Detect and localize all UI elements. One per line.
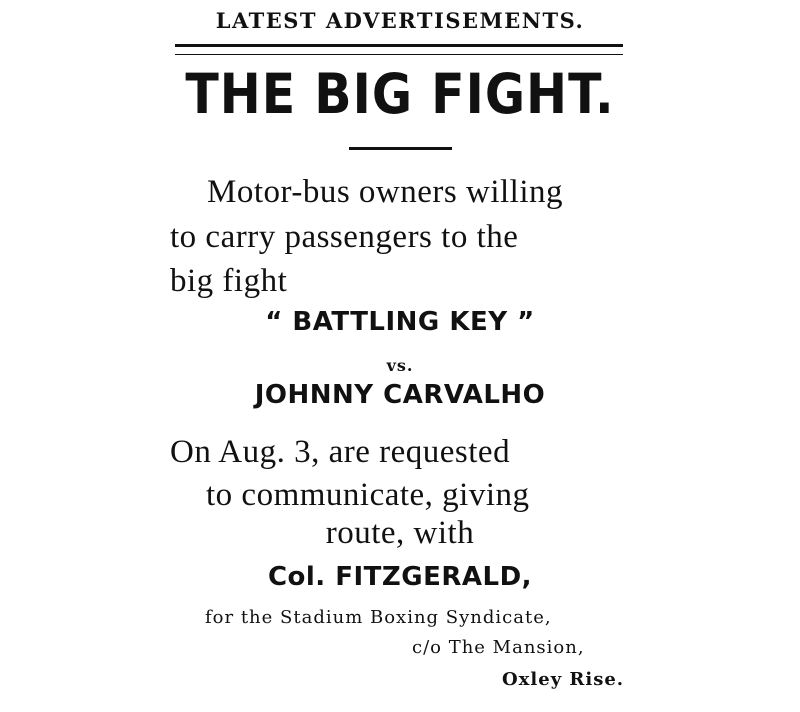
header-rule-thin [175,54,623,55]
headline: THE BIG FIGHT. [185,62,615,127]
versus-label: vs. [386,356,414,375]
fighter-one: “ BATTLING KEY ” [265,307,535,337]
section-header: LATEST ADVERTISEMENTS. [215,8,585,33]
body-line-3: big fight [170,263,288,299]
request-line-3: route, with [325,515,475,551]
body-line-1: Motor-bus owners willing [207,174,563,210]
body-line-2: to carry passengers to the [170,219,519,255]
fighter-two: JOHNNY CARVALHO [254,380,546,410]
request-line-1: On Aug. 3, are requested [170,434,511,470]
address-line-1: for the Stadium Boxing Syndicate, [205,607,552,628]
address-line-3: Oxley Rise. [502,669,625,690]
request-line-2: to communicate, giving [206,477,530,513]
address-line-2: c/o The Mansion, [412,637,585,658]
header-rule-thick [175,44,623,47]
contact-name: Col. FITZGERALD, [267,562,533,592]
headline-divider [349,147,452,150]
